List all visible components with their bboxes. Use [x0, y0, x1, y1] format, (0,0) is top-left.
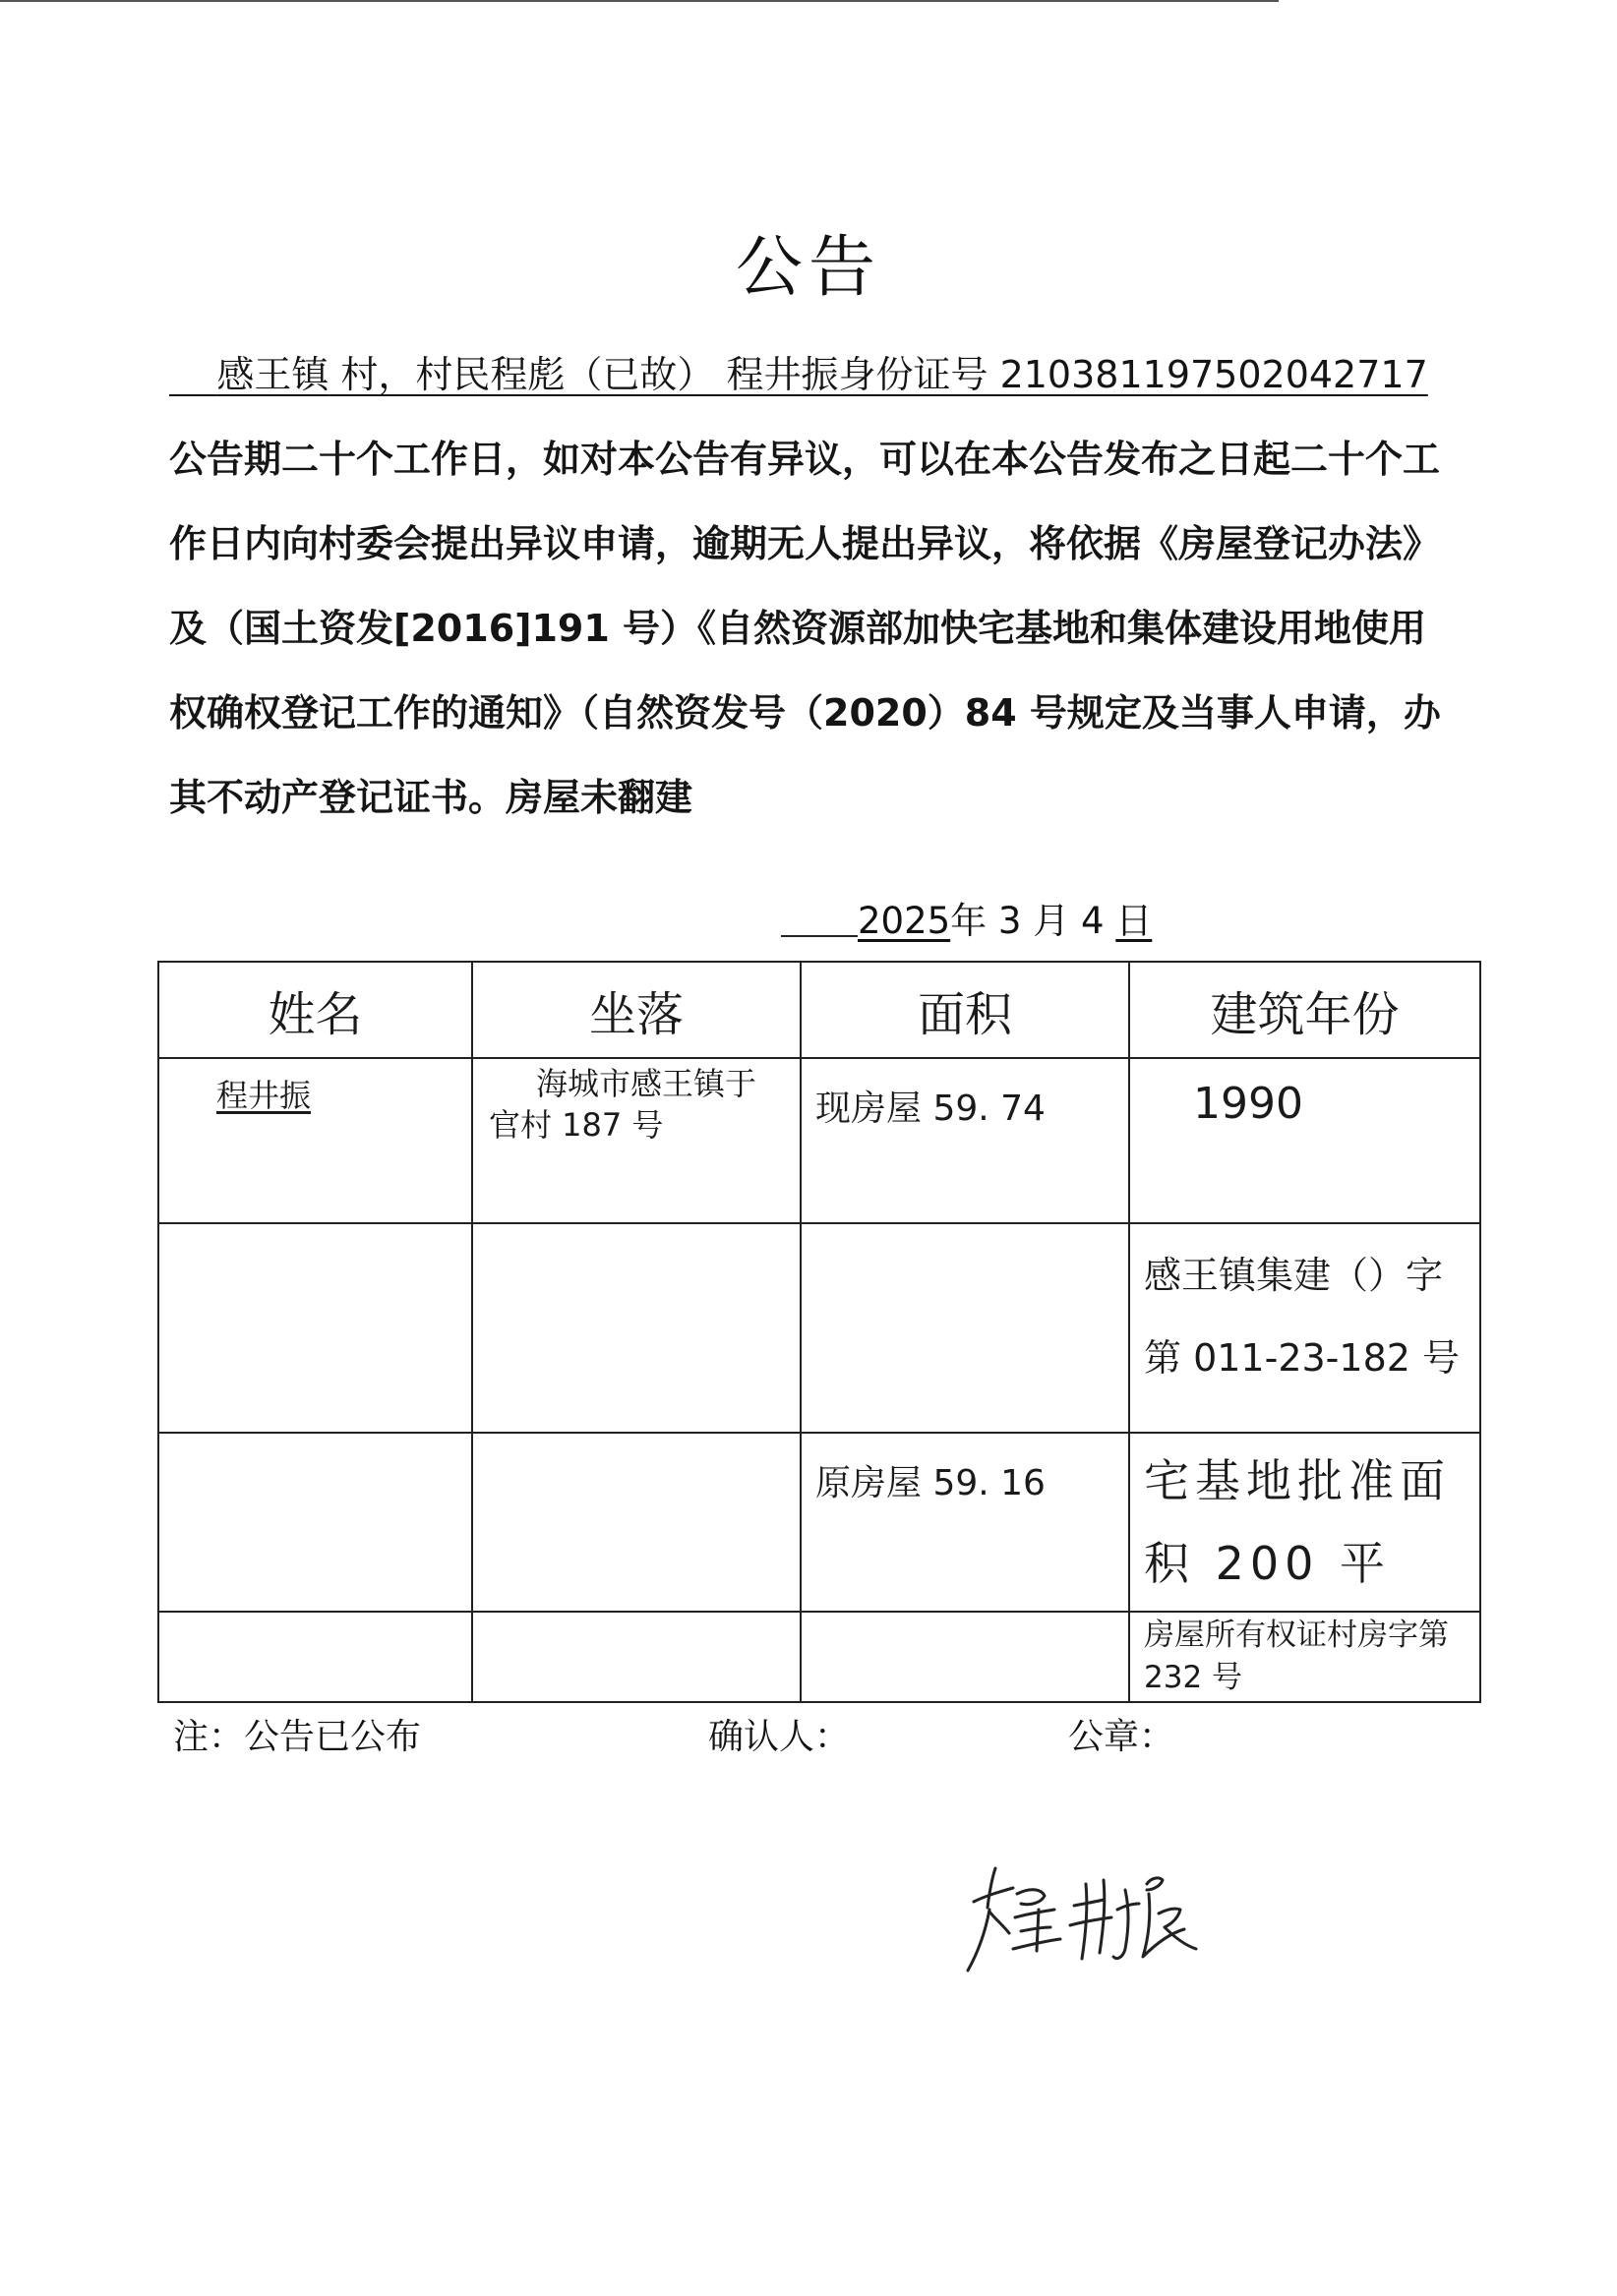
notice-applicant: 村，村民程彪（已故） 程井振身份证号 210381197502042717: [329, 353, 1428, 396]
table-row: [158, 1612, 1480, 1702]
cell-empty: [158, 1433, 472, 1612]
signature-icon: [956, 1854, 1212, 1992]
handwritten-signature: [956, 1854, 1212, 1996]
page-title: 公告: [735, 229, 881, 307]
notice-village: 感王镇: [216, 353, 329, 396]
cell-empty: [472, 1612, 801, 1702]
cell-area: [801, 1058, 1129, 1223]
table-row: [158, 1058, 1480, 1223]
collective-cert: [1130, 1224, 1479, 1409]
cell-name: [158, 1058, 472, 1223]
footer-note: 注：公告已公布: [173, 1717, 422, 1757]
table-row: [158, 1223, 1480, 1433]
date-blank: [781, 906, 858, 937]
cell-cert: [1129, 1223, 1480, 1433]
original-area: 原房屋 59. 16: [815, 1463, 1046, 1503]
registration-table: [157, 961, 1481, 1703]
cell-empty: [472, 1223, 801, 1433]
footer-seal: 公章：: [1068, 1717, 1175, 1757]
notice-date: [781, 891, 1152, 944]
notice-village-fill: [169, 353, 1428, 396]
current-area: 现房屋 59. 74: [815, 1089, 1046, 1129]
notice-terms: 公告期二十个工作日，如对本公告有异议，可以在本公告发布之日起二十个工作日内向村委会提出异议申请，逾期无人提出异议，将依据《房屋登记办法》及（国土资发[2016]191 号）《自然资源部加快宅基地和集体建设用地使用权确权登记工作的通知》（自然资发号（2020）84 号规定及当事人申请，办其不动产登记证书。房屋未翻建: [169, 438, 1441, 819]
date-day-char: 日: [1115, 900, 1153, 942]
cell-approval: [1129, 1433, 1480, 1612]
scan-edge-line: [0, 0, 1279, 2]
owner-name: 程井振: [216, 1077, 312, 1114]
header-name: 姓名: [158, 962, 472, 1058]
property-cert: 房屋所有权证村房字第 232 号: [1144, 1618, 1449, 1695]
footer-confirmer: 确认人：: [708, 1717, 851, 1757]
date-month-day: 年 3 月 4: [950, 900, 1116, 942]
cell-year: [1129, 1058, 1480, 1223]
cell-empty: [801, 1223, 1129, 1433]
header-location: 坐落: [472, 962, 801, 1058]
cell-location: [472, 1058, 801, 1223]
header-area: 面积: [801, 962, 1129, 1058]
cell-empty: [801, 1612, 1129, 1702]
build-year: 1990: [1193, 1079, 1303, 1129]
approved-area: 宅基地批准面积 200 平: [1144, 1454, 1451, 1590]
cell-empty: [158, 1612, 472, 1702]
date-year: 2025: [858, 900, 951, 942]
cell-property-cert: [1129, 1612, 1480, 1702]
table-header-row: [158, 962, 1480, 1058]
cert-line-2: 第 011-23-182 号: [1144, 1336, 1460, 1380]
cell-empty: [472, 1433, 801, 1612]
header-build-year: 建筑年份: [1129, 962, 1480, 1058]
location-text: 海城市感王镇于官村 187 号: [489, 1065, 757, 1144]
cell-original-area: [801, 1433, 1129, 1612]
table-row: [158, 1433, 1480, 1612]
notice-body: [169, 332, 1450, 840]
cert-line-1: 感王镇集建（）字: [1144, 1254, 1444, 1297]
cell-empty: [158, 1223, 472, 1433]
